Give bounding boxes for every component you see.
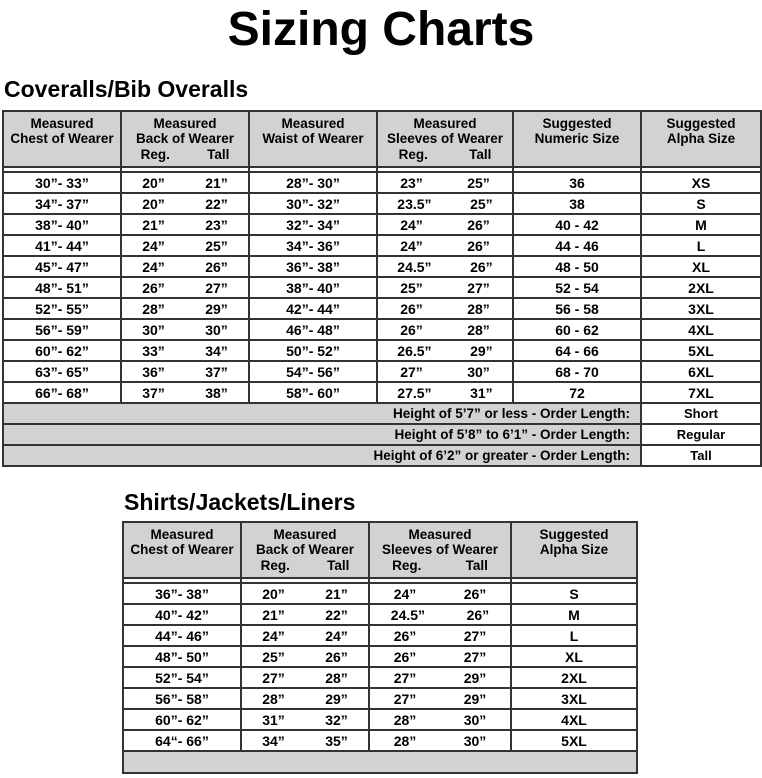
cell-sleeve <box>369 709 511 730</box>
cell-chest: 56”- 58” <box>123 688 241 709</box>
header-line: Chest of Wearer <box>130 542 234 557</box>
cell-sleeve-reg: 24” <box>400 216 423 233</box>
pair <box>370 649 510 665</box>
cell-sleeve-reg: 26” <box>393 648 417 665</box>
pair <box>370 628 510 644</box>
pair <box>370 733 510 749</box>
cell-alpha: 6XL <box>641 361 761 382</box>
shirts-size-table <box>122 521 638 774</box>
cell-numeric: 44 - 46 <box>513 235 641 256</box>
cell-back-tall: 24” <box>325 627 348 644</box>
cell-back-tall: 32” <box>325 711 348 728</box>
cell-sleeve-tall: 26” <box>470 258 493 275</box>
column-header <box>123 522 241 578</box>
cell-back-tall: 37” <box>205 363 228 380</box>
cell-sleeve <box>369 730 511 751</box>
cell-back-tall: 34” <box>205 342 228 359</box>
cell-alpha: 2XL <box>511 667 637 688</box>
header-line: Back of Wearer <box>135 131 235 146</box>
cell-chest: 64“- 66” <box>123 730 241 751</box>
header-sub-labels <box>122 147 248 162</box>
header-row <box>123 522 637 578</box>
pair <box>122 196 248 212</box>
cell-sleeve-reg: 27” <box>393 690 417 707</box>
cell-alpha: XL <box>641 256 761 277</box>
table-row <box>123 583 637 604</box>
cell-sleeve-reg: 23” <box>400 174 423 191</box>
table-row <box>3 214 761 235</box>
cell-back-reg: 25” <box>262 648 285 665</box>
cell-back-reg: 28” <box>262 690 285 707</box>
page-title: Sizing Charts <box>227 3 535 56</box>
cell-alpha: L <box>511 625 637 646</box>
header-line: Suggested <box>539 527 609 542</box>
header-line: Suggested <box>542 116 612 131</box>
header-line: Numeric Size <box>534 131 620 146</box>
cell-sleeve <box>377 214 513 235</box>
cell-sleeve-tall: 30” <box>463 732 487 749</box>
cell-back <box>241 667 369 688</box>
cell-sleeve-tall: 27” <box>463 627 487 644</box>
cell-numeric: 48 - 50 <box>513 256 641 277</box>
cell-waist: 46”- 48” <box>249 319 377 340</box>
cell-numeric: 56 - 58 <box>513 298 641 319</box>
pair <box>122 280 248 296</box>
cell-back <box>121 277 249 298</box>
header-sub-labels <box>378 147 512 162</box>
cell-back-reg: 27” <box>262 669 285 686</box>
cell-back-tall: 21” <box>325 585 348 602</box>
order-length-row <box>3 424 761 445</box>
cell-sleeve-tall: 31” <box>470 384 493 401</box>
cell-waist: 38”- 40” <box>249 277 377 298</box>
table-row <box>3 172 761 193</box>
cell-alpha: 4XL <box>511 709 637 730</box>
cell-sleeve-reg: 26.5” <box>397 342 432 359</box>
cell-back <box>121 361 249 382</box>
pair <box>122 364 248 380</box>
pair <box>378 322 512 338</box>
cell-back-tall: 23” <box>205 216 228 233</box>
cell-sleeve-tall: 29” <box>463 669 487 686</box>
pair <box>378 280 512 296</box>
order-length-label: Height of 6’2” or greater - Order Length: <box>3 445 641 466</box>
header-row <box>3 111 761 167</box>
pair <box>242 670 368 686</box>
pair <box>378 175 512 191</box>
header-sub-labels <box>370 558 510 573</box>
cell-back <box>241 730 369 751</box>
cell-chest: 52”- 55” <box>3 298 121 319</box>
cell-back <box>121 256 249 277</box>
header-line: Chest of Wearer <box>10 131 114 146</box>
cell-waist: 36”- 38” <box>249 256 377 277</box>
header-line: Measured <box>281 116 345 131</box>
header-line: Measured <box>153 116 217 131</box>
cell-sleeve-reg: 27.5” <box>397 384 432 401</box>
cell-back <box>121 193 249 214</box>
cell-back-tall: 30” <box>205 321 228 338</box>
order-length-value: Tall <box>641 445 761 466</box>
cell-alpha: M <box>641 214 761 235</box>
cell-sleeve <box>377 340 513 361</box>
pair <box>370 691 510 707</box>
cell-sleeve <box>377 319 513 340</box>
pair <box>378 196 512 212</box>
cell-alpha: XL <box>511 646 637 667</box>
cell-sleeve-tall: 29” <box>470 342 493 359</box>
header-sub-label: Reg. <box>260 558 290 573</box>
column-header <box>511 522 637 578</box>
cell-back-reg: 20” <box>262 585 285 602</box>
cell-alpha: 5XL <box>511 730 637 751</box>
cell-sleeve <box>377 256 513 277</box>
cell-sleeve-reg: 26” <box>400 321 423 338</box>
cell-back-tall: 26” <box>325 648 348 665</box>
cell-back-tall: 25” <box>205 237 228 254</box>
pair <box>378 217 512 233</box>
cell-chest: 38”- 40” <box>3 214 121 235</box>
cell-numeric: 72 <box>513 382 641 403</box>
table-row <box>123 688 637 709</box>
cell-sleeve-tall: 27” <box>463 648 487 665</box>
cell-alpha: 4XL <box>641 319 761 340</box>
pair <box>378 385 512 401</box>
pair <box>122 259 248 275</box>
cell-back-reg: 21” <box>262 606 285 623</box>
cell-back-reg: 20” <box>142 195 165 212</box>
cell-back <box>241 646 369 667</box>
cell-alpha: S <box>641 193 761 214</box>
cell-sleeve-tall: 28” <box>467 321 490 338</box>
table-row <box>123 604 637 625</box>
header-line: Sleeves of Wearer <box>381 542 499 557</box>
cell-sleeve-tall: 28” <box>467 300 490 317</box>
header-line: Back of Wearer <box>255 542 355 557</box>
cell-back-tall: 22” <box>325 606 348 623</box>
header-line: Measured <box>413 116 477 131</box>
header-line: Measured <box>30 116 94 131</box>
pair <box>122 175 248 191</box>
coveralls-heading: Coveralls/Bib Overalls <box>4 76 249 102</box>
order-length-label: Height of 5’7” or less - Order Length: <box>3 403 641 424</box>
pair <box>242 586 368 602</box>
cell-sleeve-reg: 24.5” <box>390 606 426 623</box>
table-row <box>3 298 761 319</box>
cell-chest: 40”- 42” <box>123 604 241 625</box>
cell-back-reg: 30” <box>142 321 165 338</box>
cell-back-tall: 28” <box>325 669 348 686</box>
cell-sleeve-tall: 25” <box>467 174 490 191</box>
cell-chest: 44”- 46” <box>123 625 241 646</box>
pair <box>242 733 368 749</box>
header-sub-label: Reg. <box>140 147 170 162</box>
cell-back-tall: 22” <box>205 195 228 212</box>
cell-sleeve-reg: 28” <box>393 711 417 728</box>
cell-back-reg: 24” <box>142 237 165 254</box>
cell-sleeve-reg: 26” <box>400 300 423 317</box>
cell-sleeve-reg: 28” <box>393 732 417 749</box>
pair <box>242 712 368 728</box>
cell-back <box>121 298 249 319</box>
cell-numeric: 64 - 66 <box>513 340 641 361</box>
cell-back <box>241 688 369 709</box>
cell-back-tall: 21” <box>205 174 228 191</box>
cell-sleeve <box>377 382 513 403</box>
pair <box>370 712 510 728</box>
cell-alpha: 7XL <box>641 382 761 403</box>
cell-sleeve-reg: 26” <box>393 627 417 644</box>
header-sub-label: Tall <box>207 147 230 162</box>
header-sub-label: Tall <box>465 558 488 573</box>
cell-back <box>241 625 369 646</box>
footer-blank-row <box>123 751 637 773</box>
order-length-value: Short <box>641 403 761 424</box>
column-header <box>241 522 369 578</box>
table-row <box>123 646 637 667</box>
cell-sleeve-tall: 26” <box>467 237 490 254</box>
cell-numeric: 52 - 54 <box>513 277 641 298</box>
cell-sleeve <box>377 361 513 382</box>
cell-numeric: 40 - 42 <box>513 214 641 235</box>
cell-sleeve-tall: 26” <box>466 606 490 623</box>
column-header <box>121 111 249 167</box>
header-sub-label: Tall <box>327 558 350 573</box>
pair <box>242 607 368 623</box>
cell-waist: 50”- 52” <box>249 340 377 361</box>
shirts-heading: Shirts/Jackets/Liners <box>124 489 356 515</box>
order-length-row <box>3 445 761 466</box>
header-sub-labels <box>242 558 368 573</box>
cell-chest: 36”- 38” <box>123 583 241 604</box>
table-row <box>3 256 761 277</box>
table-row <box>123 667 637 688</box>
cell-sleeve <box>369 583 511 604</box>
cell-sleeve <box>369 625 511 646</box>
cell-back <box>121 382 249 403</box>
pair <box>122 343 248 359</box>
cell-sleeve-tall: 29” <box>463 690 487 707</box>
cell-back <box>241 709 369 730</box>
pair <box>242 691 368 707</box>
cell-sleeve-tall: 26” <box>463 585 487 602</box>
cell-chest: 34”- 37” <box>3 193 121 214</box>
cell-chest: 60”- 62” <box>3 340 121 361</box>
header-line: Alpha Size <box>539 542 609 557</box>
column-header <box>369 522 511 578</box>
cell-sleeve-reg: 25” <box>400 279 423 296</box>
cell-sleeve-tall: 25” <box>470 195 493 212</box>
order-length-value: Regular <box>641 424 761 445</box>
table-row <box>3 235 761 256</box>
cell-back <box>121 172 249 193</box>
cell-chest: 66”- 68” <box>3 382 121 403</box>
cell-back-reg: 20” <box>142 174 165 191</box>
cell-back-reg: 37” <box>142 384 165 401</box>
footer-blank-cell <box>123 751 637 773</box>
cell-alpha: 2XL <box>641 277 761 298</box>
cell-back-reg: 33” <box>142 342 165 359</box>
pair <box>378 343 512 359</box>
cell-back-reg: 31” <box>262 711 285 728</box>
cell-sleeve <box>369 604 511 625</box>
cell-sleeve-tall: 30” <box>467 363 490 380</box>
cell-chest: 41”- 44” <box>3 235 121 256</box>
cell-alpha: 3XL <box>511 688 637 709</box>
cell-sleeve-reg: 24.5” <box>397 258 432 275</box>
cell-back-reg: 21” <box>142 216 165 233</box>
cell-sleeve <box>369 646 511 667</box>
cell-alpha: XS <box>641 172 761 193</box>
cell-waist: 32”- 34” <box>249 214 377 235</box>
header-line: Alpha Size <box>666 131 736 146</box>
cell-chest: 63”- 65” <box>3 361 121 382</box>
cell-alpha: 5XL <box>641 340 761 361</box>
cell-back-reg: 26” <box>142 279 165 296</box>
pair <box>242 649 368 665</box>
order-length-row <box>3 403 761 424</box>
cell-chest: 56”- 59” <box>3 319 121 340</box>
pair <box>122 322 248 338</box>
table-row <box>3 340 761 361</box>
pair <box>378 301 512 317</box>
cell-sleeve <box>377 172 513 193</box>
pair <box>378 259 512 275</box>
cell-back-reg: 28” <box>142 300 165 317</box>
pair <box>370 586 510 602</box>
cell-chest: 48”- 50” <box>123 646 241 667</box>
cell-sleeve-reg: 27” <box>393 669 417 686</box>
cell-back <box>121 214 249 235</box>
table-row <box>3 319 761 340</box>
cell-back <box>121 235 249 256</box>
cell-numeric: 60 - 62 <box>513 319 641 340</box>
cell-sleeve-reg: 24” <box>400 237 423 254</box>
header-line: Measured <box>273 527 337 542</box>
header-line: Suggested <box>666 116 736 131</box>
cell-alpha: 3XL <box>641 298 761 319</box>
pair <box>122 301 248 317</box>
table-row <box>123 625 637 646</box>
table-row <box>3 277 761 298</box>
cell-waist: 34”- 36” <box>249 235 377 256</box>
cell-alpha: M <box>511 604 637 625</box>
cell-sleeve <box>377 298 513 319</box>
cell-sleeve-reg: 24” <box>393 585 417 602</box>
header-line: Waist of Wearer <box>262 131 364 146</box>
pair <box>378 364 512 380</box>
cell-sleeve-reg: 27” <box>400 363 423 380</box>
cell-back <box>121 319 249 340</box>
cell-sleeve <box>377 277 513 298</box>
column-header <box>641 111 761 167</box>
table-row <box>3 382 761 403</box>
header-line: Measured <box>150 527 214 542</box>
cell-back-reg: 36” <box>142 363 165 380</box>
table-row <box>3 361 761 382</box>
cell-back-tall: 26” <box>205 258 228 275</box>
header-line: Sleeves of Wearer <box>386 131 504 146</box>
cell-alpha: L <box>641 235 761 256</box>
cell-chest: 60”- 62” <box>123 709 241 730</box>
column-header <box>513 111 641 167</box>
order-length-label: Height of 5’8” to 6’1” - Order Length: <box>3 424 641 445</box>
header-line: Measured <box>408 527 472 542</box>
cell-sleeve-tall: 30” <box>463 711 487 728</box>
table-row <box>3 193 761 214</box>
cell-back-tall: 27” <box>205 279 228 296</box>
cell-sleeve-tall: 26” <box>467 216 490 233</box>
cell-sleeve <box>377 193 513 214</box>
table-row <box>123 709 637 730</box>
cell-sleeve <box>369 667 511 688</box>
pair <box>122 217 248 233</box>
cell-numeric: 68 - 70 <box>513 361 641 382</box>
cell-back <box>121 340 249 361</box>
cell-back-tall: 38” <box>205 384 228 401</box>
cell-waist: 28”- 30” <box>249 172 377 193</box>
cell-waist: 30”- 32” <box>249 193 377 214</box>
cell-back-reg: 24” <box>262 627 285 644</box>
cell-sleeve <box>377 235 513 256</box>
pair <box>242 628 368 644</box>
cell-sleeve-tall: 27” <box>467 279 490 296</box>
cell-chest: 30”- 33” <box>3 172 121 193</box>
cell-back-reg: 24” <box>142 258 165 275</box>
pair <box>122 238 248 254</box>
coveralls-size-table <box>2 110 762 467</box>
cell-back-reg: 34” <box>262 732 285 749</box>
pair <box>378 238 512 254</box>
pair <box>370 670 510 686</box>
cell-waist: 58”- 60” <box>249 382 377 403</box>
cell-sleeve <box>369 688 511 709</box>
column-header <box>249 111 377 167</box>
cell-chest: 45”- 47” <box>3 256 121 277</box>
pair <box>370 607 510 623</box>
header-sub-label: Tall <box>469 147 492 162</box>
column-header <box>3 111 121 167</box>
cell-waist: 42”- 44” <box>249 298 377 319</box>
cell-back <box>241 604 369 625</box>
cell-back-tall: 29” <box>325 690 348 707</box>
header-sub-label: Reg. <box>392 558 422 573</box>
header-sub-label: Reg. <box>398 147 428 162</box>
cell-numeric: 36 <box>513 172 641 193</box>
cell-alpha: S <box>511 583 637 604</box>
cell-chest: 48”- 51” <box>3 277 121 298</box>
cell-numeric: 38 <box>513 193 641 214</box>
cell-back-tall: 35” <box>325 732 348 749</box>
cell-chest: 52”- 54” <box>123 667 241 688</box>
cell-sleeve-reg: 23.5” <box>397 195 432 212</box>
table-row <box>123 730 637 751</box>
cell-back-tall: 29” <box>205 300 228 317</box>
pair <box>122 385 248 401</box>
column-header <box>377 111 513 167</box>
cell-back <box>241 583 369 604</box>
cell-waist: 54”- 56” <box>249 361 377 382</box>
